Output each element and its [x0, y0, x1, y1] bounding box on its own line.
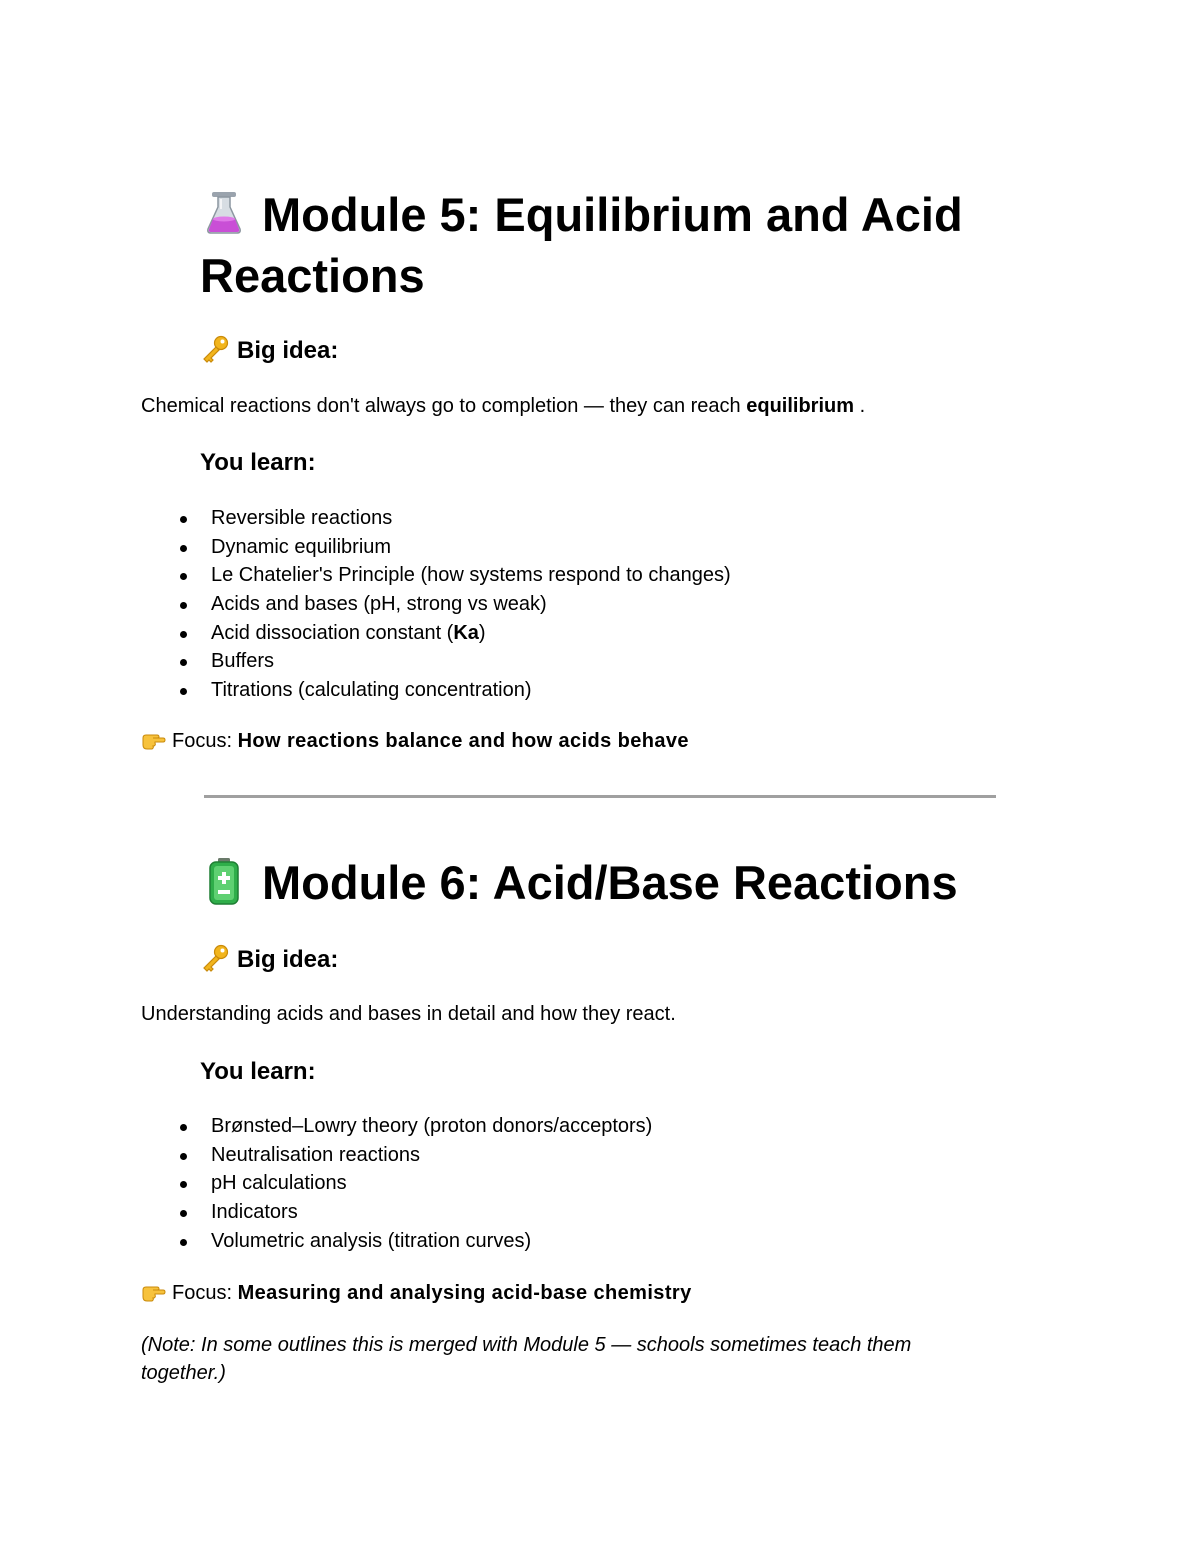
module-5-topic-list: [141, 504, 731, 705]
module-6-big-idea-label: Big idea:: [237, 946, 339, 973]
list-item: Titrations (calculating concentration): [141, 676, 731, 705]
list-item: Buffers: [141, 647, 731, 676]
list-item: Reversible reactions: [141, 504, 731, 533]
module-5-big-idea-text: Chemical reactions don't always go to completion — they can reach equilibrium .: [141, 395, 866, 417]
module-6-topic-list: [141, 1112, 652, 1255]
key-icon: [200, 335, 230, 363]
module-6-big-idea-heading: [200, 944, 338, 975]
battery-icon: [200, 857, 248, 905]
list-item: pH calculations: [141, 1169, 652, 1198]
list-item: Dynamic equilibrium: [141, 533, 731, 562]
module-5-big-idea-label: Big idea:: [237, 337, 339, 364]
module-6-big-idea-text: Understanding acids and bases in detail and how they react.: [141, 1003, 676, 1025]
list-item: Acid dissociation constant (Ka): [141, 619, 731, 648]
module-5-title-text: Module 5: Equilibrium and Acid Reactions: [200, 188, 963, 302]
key-icon: [200, 944, 230, 972]
module-6-you-learn-heading: You learn:: [200, 1058, 316, 1085]
module-5-focus-text: How reactions balance and how acids behave: [237, 730, 689, 752]
module-6-title: [200, 852, 1000, 913]
module-5-big-idea-heading: [200, 335, 338, 366]
ka-term: Ka: [453, 621, 479, 644]
pointing-hand-icon: [141, 728, 167, 750]
list-item: Le Chatelier's Principle (how systems respond to changes): [141, 561, 731, 590]
flask-icon: [200, 189, 248, 237]
list-item: Brønsted–Lowry theory (proton donors/acceptors): [141, 1112, 652, 1141]
module-5-focus: Focus: How reactions balance and how acids behave: [141, 728, 689, 754]
module-6-focus-text: Measuring and analysing acid-base chemistry: [237, 1282, 692, 1304]
module-6-title-text: Module 6: Acid/Base Reactions: [262, 856, 958, 909]
module-5-you-learn-heading: You learn:: [200, 449, 316, 476]
list-item: Neutralisation reactions: [141, 1141, 652, 1170]
section-divider: [204, 795, 996, 798]
list-item: Indicators: [141, 1198, 652, 1227]
module-6-focus: Focus: Measuring and analysing acid-base chemistry: [141, 1280, 692, 1306]
list-item: Volumetric analysis (titration curves): [141, 1227, 652, 1256]
module-5-title: [200, 184, 1000, 306]
equilibrium-term: equilibrium: [746, 395, 855, 417]
pointing-hand-icon: [141, 1280, 167, 1302]
list-item: Acids and bases (pH, strong vs weak): [141, 590, 731, 619]
module-6-note: (Note: In some outlines this is merged with Module 5 — schools sometimes teach them together.): [141, 1334, 912, 1384]
